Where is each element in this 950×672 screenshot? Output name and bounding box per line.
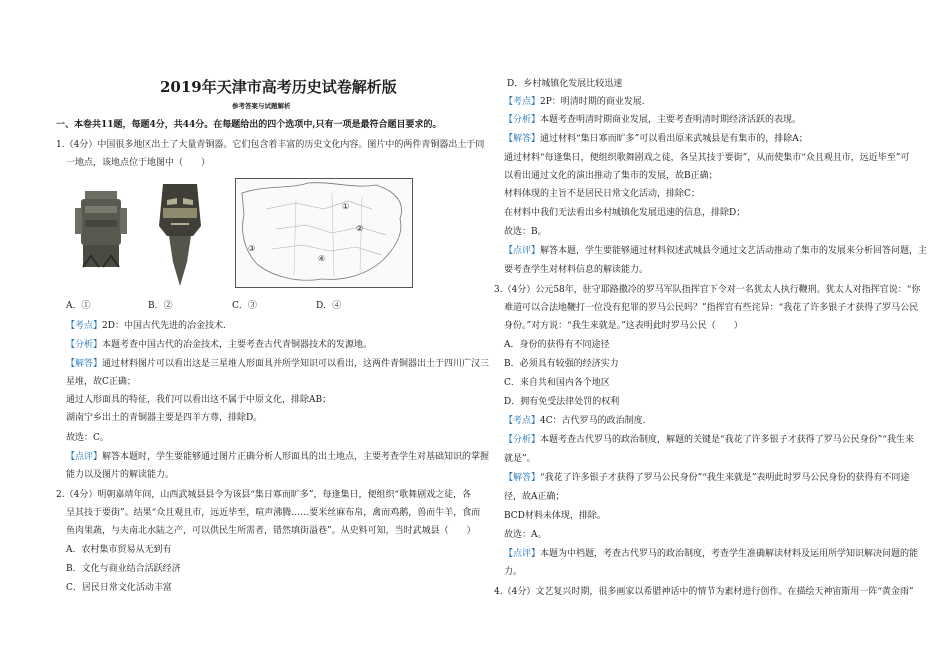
q1-kaodian [66, 320, 226, 332]
q2-jieda-text: 通过材料“集日寡而旷多”可以看出原来武城县是有集市的，排除A； [540, 134, 808, 144]
q1-answer: 故选：C。 [66, 433, 109, 443]
map-marker-1: ① [342, 202, 350, 211]
q2-fenxi-tag: 【分析】 [504, 115, 541, 125]
q3-jieda-line: BCD材料未体现，排除。 [504, 511, 606, 521]
q2-option-d: D．乡村城镇化发展比较迅速 [507, 79, 623, 89]
document-subtitle: 参考答案与试题解析 [232, 102, 291, 110]
q1-option-c: C．③ [232, 301, 257, 311]
q3-dianping-line: 力。 [504, 567, 523, 577]
q3-jieda [504, 472, 909, 484]
q3-stem-line: 3.（4分）公元58年，驻守耶路撒冷的罗马军队指挥官下令对一名犹太人执行鞭刑。犹太人对指挥官说：“你 [494, 285, 921, 295]
q3-jieda-text: “我花了许多银子才获得了罗马公民身份”“我生来就是”表明此时罗马公民身份的获得有不同途 [540, 473, 910, 483]
document-title: 2019年天津市高考历史试卷解析版 [160, 78, 397, 96]
map-marker-2: ② [356, 224, 364, 233]
q3-jieda-line: 径，故A正确； [504, 492, 565, 502]
q1-fenxi [66, 339, 372, 351]
q1-fenxi-tag: 【分析】 [66, 340, 103, 350]
q3-fenxi-text: 本题考查古代罗马的政治制度，解题的关键是“我花了许多银子才获得了罗马公民身份”“我生来 [540, 435, 914, 445]
china-map-image [235, 178, 413, 288]
q3-kaodian [504, 415, 646, 427]
q1-stem-line: 1.（4分）中国很多地区出土了大量青铜器。它们包含着丰富的历史文化内容。图片中的两件青铜器出土于同 [56, 140, 485, 150]
q2-option-a: A．农村集市贸易从无到有 [66, 545, 172, 555]
map-marker-4: ④ [318, 254, 326, 263]
q2-dianping [504, 245, 927, 257]
q2-option-b: B．文化与商业结合活跃经济 [66, 564, 181, 574]
q4-stem-line: 4.（4分）文艺复兴时期，很多画家以希腊神话中的情节为素材进行创作。在描绘天神宙斯用一阵“黄金雨” [494, 587, 914, 597]
q1-fenxi-text: 本题考查中国古代的冶金技术，主要考查古代青铜器技术的发源地。 [102, 340, 373, 350]
q2-jieda-line: 通过材料“每逢集日，便组织歌舞剧戏之徒，各呈其技于要街”，从而使集市“众且观且市，远近毕至”可 [504, 153, 910, 163]
q1-stem-line: 一地点，该地点位于地图中（ ） [66, 158, 211, 168]
map-marker-3: ③ [248, 244, 256, 253]
q1-jieda-line: 星堆，故C正确； [66, 377, 136, 387]
q3-jieda-tag: 【解答】 [504, 473, 541, 483]
q1-option-a: A．① [66, 301, 91, 311]
q2-stem-line: 鱼肉果蔬，与夫南北水陆之产，可以供民生所需者，错然填街溢巷”。从史料可知，当时武城县（ ） [66, 526, 476, 536]
q1-figures [71, 178, 411, 290]
q2-jieda [504, 133, 808, 145]
q1-dianping-tag: 【点评】 [66, 452, 103, 462]
q1-kaodian-tag: 【考点】 [66, 321, 103, 331]
q1-kaodian-text: 2D：中国古代先进的冶金技术. [102, 321, 226, 331]
q2-fenxi [504, 114, 801, 126]
q1-jieda-tag: 【解答】 [66, 359, 103, 369]
q2-kaodian-text: 2P：明清时期的商业发展. [540, 97, 645, 107]
q3-option-c: C．来自共和国内各个地区 [504, 378, 610, 388]
q1-dianping [66, 451, 489, 463]
q2-kaodian [504, 96, 645, 108]
q3-fenxi-tag: 【分析】 [504, 435, 541, 445]
q1-jieda-line: 通过人形面具的特征，我们可以看出这不属于中原文化，排除AB； [66, 395, 332, 405]
q3-kaodian-tag: 【考点】 [504, 416, 541, 426]
bronze-vessel-image [71, 188, 133, 270]
q3-stem-line: 难道可以合法地鞭打一位没有犯罪的罗马公民吗？”指挥官有些诧异：“我花了许多银子才获得了罗马公民 [504, 303, 919, 313]
q3-fenxi [504, 434, 914, 446]
q3-dianping-tag: 【点评】 [504, 549, 541, 559]
q2-dianping-tag: 【点评】 [504, 246, 541, 256]
q1-option-d: D．④ [316, 301, 342, 311]
q2-dianping-text: 解答本题，学生要能够通过材料叙述武城县令通过文艺活动推动了集市的发展来分析回答问题，主 [540, 246, 928, 256]
q3-fenxi-line: 就是”。 [504, 454, 536, 464]
q3-dianping [504, 548, 918, 560]
q1-jieda-text: 通过材料图片可以看出这是三星堆人形面具并所学知识可以看出，这两件青铜器出土于四川广汉三 [102, 359, 490, 369]
q1-jieda-line: 湖南宁乡出土的青铜器主要是四羊方尊，排除D。 [66, 413, 263, 423]
q2-dianping-line: 要考查学生对材料信息的解读能力。 [504, 265, 649, 275]
q3-kaodian-text: 4C：古代罗马的政治制度. [540, 416, 646, 426]
q3-dianping-text: 本题为中档题，考查古代罗马的政治制度，考查学生准确解读材料及运用所学知识解决问题的能 [540, 549, 919, 559]
q1-dianping-line: 能力以及图片的解读能力。 [66, 470, 175, 480]
q2-answer: 故选：B。 [504, 227, 547, 237]
section-heading: 一、本卷共11题，每题4分，共44分。在每题给出的四个选项中,只有一项是最符合题目要求的。 [56, 120, 442, 130]
q3-option-a: A．身份的获得有不同途径 [504, 340, 610, 350]
q1-jieda [66, 358, 489, 370]
q3-answer: 故选：A。 [504, 530, 547, 540]
bronze-mask-head-image [153, 178, 207, 290]
q2-fenxi-text: 本题考查明清时期商业发展，主要考查明清时期经济活跃的表现。 [540, 115, 802, 125]
q2-jieda-line: 以看出通过文化的演出推动了集市的发展，故B正确； [504, 171, 718, 181]
q1-option-b: B．② [148, 301, 173, 311]
q2-stem-line: 呈其技于要街”。结果“众且观且市，远近毕至，喧声沸腾……要米丝麻布帛，禽而鸡鹅，兽而牛羊，食而 [66, 508, 481, 518]
q2-stem-line: 2.（4分）明朝嘉靖年间，山西武城县县令为该县“集日寡而旷多”，每逢集日，便组织“歌舞剧戏之徒，各 [56, 490, 472, 500]
q2-jieda-tag: 【解答】 [504, 134, 541, 144]
q2-jieda-line: 材料体现的主旨不是居民日常文化活动，排除C； [504, 189, 700, 199]
q3-option-d: D．拥有免受法律处罚的权利 [504, 397, 620, 407]
q3-stem-line: 身份。”对方说：“我生来就是。”这表明此时罗马公民（ ） [504, 321, 743, 331]
map-drawing [236, 179, 412, 287]
q2-kaodian-tag: 【考点】 [504, 97, 541, 107]
q1-dianping-text: 解答本题时，学生要能够通过图片正确分析人形面具的出土地点，主要考查学生对基础知识的掌握 [102, 452, 490, 462]
q3-option-b: B．必须具有较强的经济实力 [504, 359, 619, 369]
q2-jieda-line: 在材料中我们无法看出乡村城镇化发展迅速的信息，排除D； [504, 208, 746, 218]
q2-option-c: C．居民日常文化活动丰富 [66, 583, 172, 593]
